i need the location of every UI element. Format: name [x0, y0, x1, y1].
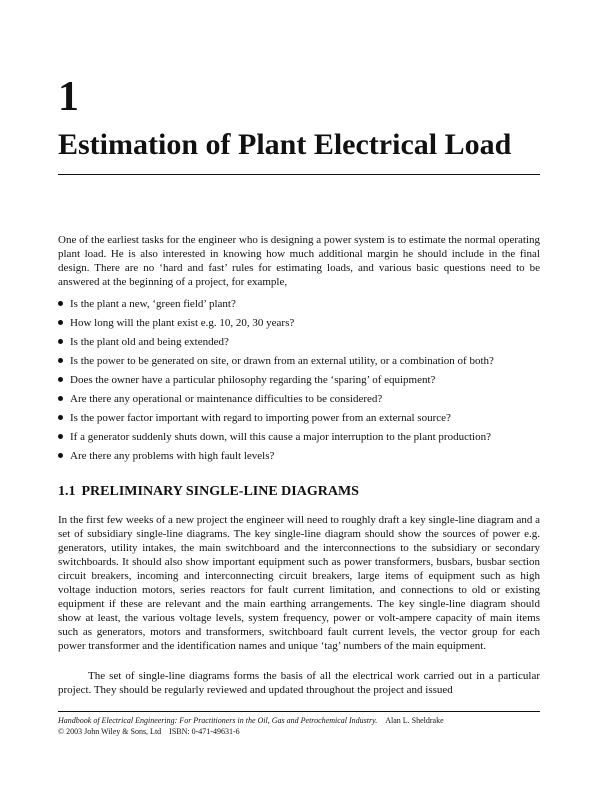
bullet-icon [58, 339, 63, 344]
list-item-text: Does the owner have a particular philosophy regarding the ‘sparing’ of equipment? [70, 374, 436, 386]
book-author: Alan L. Sheldrake [385, 716, 444, 725]
list-item [58, 297, 548, 316]
list-item-text: Is the plant old and being extended? [70, 336, 229, 348]
bullet-icon [58, 320, 63, 325]
list-item-text: Are there any operational or maintenance difficulties to be considered? [70, 393, 383, 405]
list-item [58, 392, 548, 411]
isbn: ISBN: 0-471-49631-6 [169, 727, 240, 736]
section-paragraph-1: In the first few weeks of a new project the engineer will need to roughly draft a key single-line diagram and a set of subsidiary single-line diagrams. The key single-line diagram should show the sources of power e.g. generators, utility intakes, the main switchboard and the interconnections to the subsidiary or secondary switchboards. It should also show important equipment such as power transformers, busbars, busbar section circuit breakers, incoming and interconnecting circuit breakers, large items of equipment such as high voltage induction motors, series reactors for fault current limitation, and connections to old or existing equipment if these are relevant and the main earthing arrangements. The key single-line diagram should show at least, the various voltage levels, system frequency, power or volt-ampere capacity of main items such as generators, motors and transformers, switchboard fault current levels, the vector group for each power transformer and the identification names and unique ‘tag’ numbers of the main equipment. [58, 514, 540, 652]
list-item [58, 430, 548, 449]
list-item-text: If a generator suddenly shuts down, will this cause a major interruption to the plant production? [70, 431, 491, 443]
question-list [58, 297, 548, 468]
footer-line-2 [58, 726, 540, 737]
bullet-icon [58, 415, 63, 420]
section-title: PRELIMINARY SINGLE-LINE DIAGRAMS [81, 484, 359, 499]
list-item-text: How long will the plant exist e.g. 10, 20, 30 years? [70, 317, 295, 329]
bullet-icon [58, 434, 63, 439]
bullet-icon [58, 301, 63, 306]
bullet-icon [58, 396, 63, 401]
section-paragraph-2: The set of single-line diagrams forms the basis of all the electrical work carried out in a particular project. They should be regularly reviewed and updated throughout the project and issued [58, 670, 540, 696]
list-item-text: Are there any problems with high fault levels? [70, 450, 275, 462]
list-item [58, 316, 548, 335]
list-item [58, 354, 548, 373]
list-item [58, 335, 548, 354]
copyright-notice: © 2003 John Wiley & Sons, Ltd [58, 727, 162, 736]
list-item [58, 449, 548, 468]
section-heading [58, 485, 359, 499]
footer-line-1 [58, 715, 540, 726]
title-divider [58, 174, 540, 175]
bullet-icon [58, 358, 63, 363]
list-item [58, 373, 548, 392]
section-number: 1.1 [58, 484, 76, 499]
list-item-text: Is the plant a new, ‘green field’ plant? [70, 298, 236, 310]
footer-divider [58, 711, 540, 712]
page-footer [58, 715, 540, 737]
list-item-text: Is the power factor important with regard to importing power from an external source? [70, 412, 451, 424]
list-item-text: Is the power to be generated on site, or drawn from an external utility, or a combination of both? [70, 355, 494, 367]
chapter-number: 1 [58, 74, 79, 120]
intro-paragraph: One of the earliest tasks for the engineer who is designing a power system is to estimate the normal operating plant load. He is also interested in knowing how much additional margin he should include in the final design. There are no ‘hard and fast’ rules for estimating loads, and various basic questions need to be answered at the beginning of a project, for example, [58, 234, 540, 288]
bullet-icon [58, 453, 63, 458]
list-item [58, 411, 548, 430]
book-title: Handbook of Electrical Engineering: For Practitioners in the Oil, Gas and Petrochemical Industry. [58, 716, 378, 725]
chapter-title: Estimation of Plant Electrical Load [58, 128, 512, 161]
bullet-icon [58, 377, 63, 382]
